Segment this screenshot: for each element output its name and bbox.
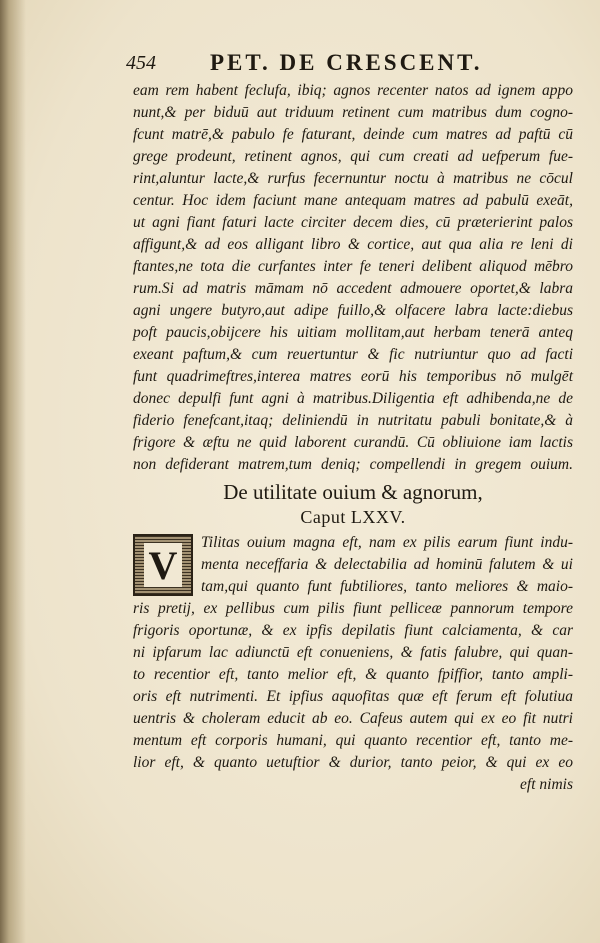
text-line: agni ungere butyro,aut adipe fuillo,& olfacere labra lacte:diebus [133,302,573,319]
text-line: Tilitas ouium magna eft, nam ex pilis earum fiunt indu- [201,534,573,551]
text-line: menta neceffaria & delectabilia ad hominū falutem & ui [201,556,573,573]
text-line: nunt,& per biduū aut triduum retinent cum matribus dum cogno- [133,104,573,121]
text-line: oris eft nutrimenti. Et ipfius aquofitas quæ eft ferum eft folutiua [133,688,573,705]
text-line: eam rem habent feclufa, ibiq; agnos recenter natos ad ignem appo [133,82,573,99]
paragraph-1 [133,80,573,476]
running-title: PET. DE CRESCENT. [210,50,483,75]
text-line: non defiderant matrem,tum deniq; compellendi in gregem ouium. [133,456,573,473]
text-line: tam,qui quanto funt fubtiliores, tanto meliores & maio- [201,578,573,595]
text-line: exeant paftum,& cum reuertuntur & fic nutriuntur quo ad facti [133,346,573,363]
running-header [126,50,486,82]
text-line: donec depulfi funt agni à matribus.Diligentia eft adhibenda,ne de [133,390,573,407]
text-block [133,80,573,793]
text-line: uentris & choleram educit ab eo. Cafeus autem qui ex eo fit nutri [133,710,573,727]
chapter-title: De utilitate ouium & agnorum, [223,480,483,504]
text-line: ut agni fiant faturi lacte circiter decem dies, cū præterierint palos [133,214,573,231]
text-line: ni ipfarum lac adiunctū eft conueniens, & fatis falubre, qui quan- [133,644,573,661]
text-line: to recentior eft, tanto melior eft, & quanto fpiffior, tanto ampli- [133,666,573,683]
text-line: rint,aluntur lacte,& rurfus fecernuntur noctu à matribus ne cōcul [133,170,573,187]
text-line: lior eft, & quanto uetuftior & durior, tanto peior, & qui ex eo [133,754,573,771]
text-line: frigore & æftu ne quid laborent curandū. Cū obliuione iam lactis [133,434,573,451]
initial-letter: V [144,543,182,587]
text-line: fiderio fenefcant,itaq; deliniendū in nutritatu pabuli bonitate,& à [133,412,573,429]
text-line: ris pretij, ex pellibus cum pilis fiunt pelliceæ pannorum tempore [133,600,573,617]
text-line: ftantes,ne tota die curfantes inter fe teneri delibent aliquod mēbro [133,258,573,275]
page-gutter-shadow [0,0,26,943]
catchword: eft nimis [520,776,573,793]
chapter-number: Caput LXXV. [300,507,406,527]
text-line: frigoris oportunæ, & ex ipfis depilatis fiunt calciamenta, & car [133,622,573,639]
text-line: mentum eft corporis humani, qui quanto recentior eft, tanto me- [133,732,573,749]
text-line: fcunt matrē,& pabulo fe faturant, deinde cum matres ad paftū cū [133,126,573,143]
paragraph-2-lines [133,598,573,774]
text-line: centur. Hoc idem faciunt mane antequam matres ad pabulū exeāt, [133,192,573,209]
text-line: poft paucis,obijcere his uitiam mollitam,aut herbam tenerā anteq [133,324,573,341]
paragraph-2 [133,532,573,796]
text-line: funt quadrimeftres,interea matres eorū his temporibus nō mulgēt [133,368,573,385]
paragraph-2-indented-lines [133,532,573,598]
text-line: grege prodeunt, retinent agnos, qui cum creati ad uefperum fue- [133,148,573,165]
text-line: rum.Si ad matris māmam nō accedent admouere oportet,& labra [133,280,573,297]
page-number: 454 [126,52,156,74]
text-line: affigunt,& ad eos alligant libro & cortice, aut qua alia re leni di [133,236,573,253]
